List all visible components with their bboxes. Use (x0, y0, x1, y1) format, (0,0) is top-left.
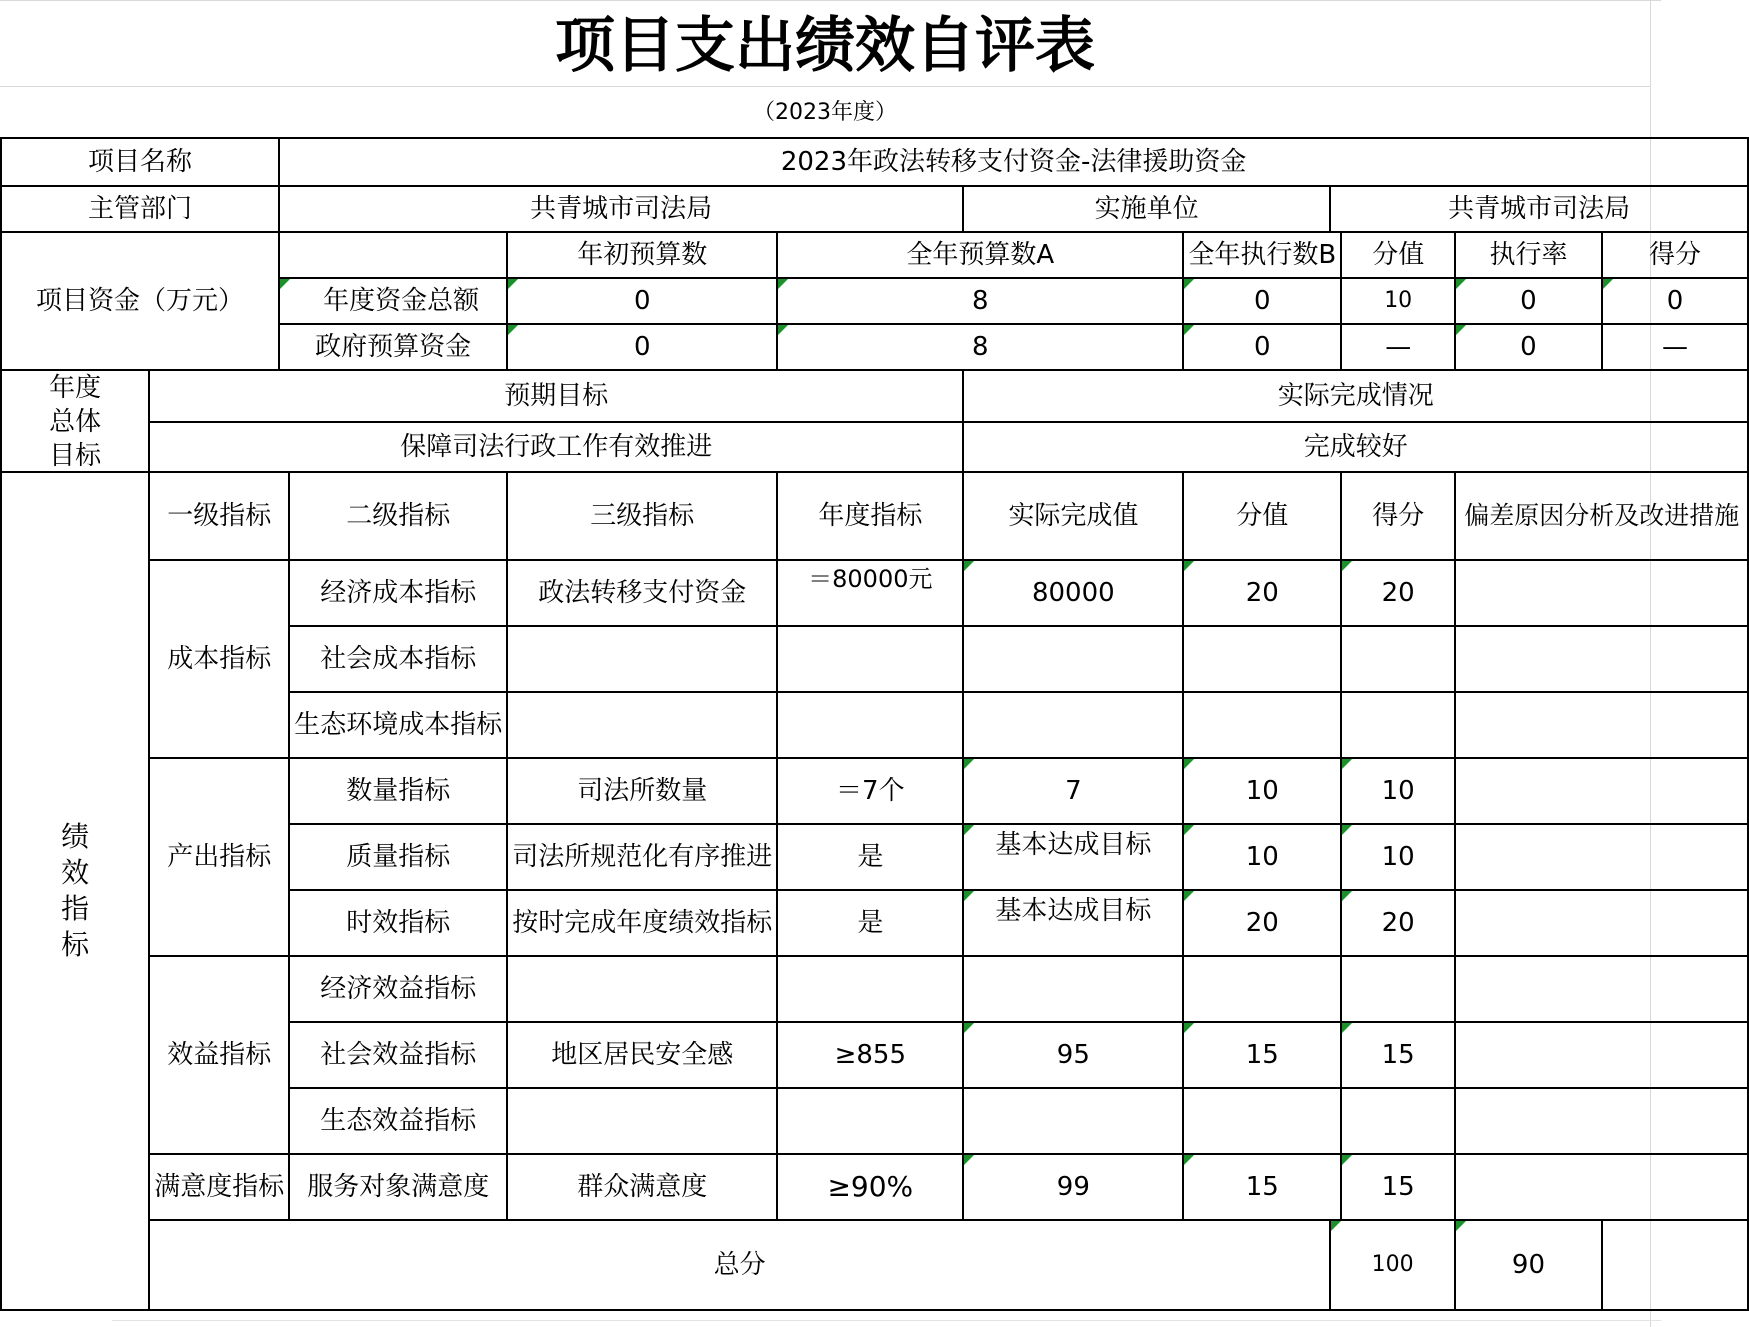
level3-cell[interactable] (507, 692, 777, 758)
target-cell[interactable]: 是 (777, 824, 963, 890)
indicator-row (1, 956, 1748, 1022)
actual-value-cell[interactable]: 99 (963, 1154, 1183, 1220)
funds-total-exec[interactable]: 0 (1183, 278, 1341, 324)
level2-cell: 时效指标 (289, 890, 507, 956)
level2-cell: 服务对象满意度 (289, 1154, 507, 1220)
expected-header: 预期目标 (149, 370, 963, 422)
funds-gov-label: 政府预算资金 (279, 324, 507, 370)
group-satisfaction: 满意度指标 (149, 1154, 289, 1220)
actual-value-cell[interactable]: 基本达成目标 (963, 890, 1183, 956)
actual-value-cell[interactable]: 基本达成目标 (963, 824, 1183, 890)
actual-goal[interactable]: 完成较好 (963, 422, 1748, 472)
score-cell[interactable] (1341, 626, 1455, 692)
funds-gov-annual[interactable]: 8 (777, 324, 1183, 370)
level2-cell: 生态环境成本指标 (289, 692, 507, 758)
level3-cell[interactable] (507, 626, 777, 692)
funds-header-row (1, 232, 1748, 278)
deviation-cell[interactable] (1455, 890, 1748, 956)
funds-total-label: 年度资金总额 (279, 278, 507, 324)
value-cell[interactable] (1183, 956, 1341, 1022)
deviation-cell[interactable] (1455, 824, 1748, 890)
deviation-cell[interactable] (1455, 1088, 1748, 1154)
perf-label: 绩效指标 (61, 820, 90, 961)
indicator-row (1, 758, 1748, 824)
score-cell[interactable] (1341, 956, 1455, 1022)
score-cell[interactable]: 20 (1341, 890, 1455, 956)
level3-cell[interactable]: 群众满意度 (507, 1154, 777, 1220)
group-benefit: 效益指标 (149, 956, 289, 1154)
page-title: 项目支出绩效自评表 (555, 11, 1095, 81)
gridline (112, 1320, 1661, 1321)
score-cell[interactable]: 20 (1341, 560, 1455, 626)
actual-value-cell[interactable]: 80000 (963, 560, 1183, 626)
funds-gov-initial[interactable]: 0 (507, 324, 777, 370)
level2-cell: 社会效益指标 (289, 1022, 507, 1088)
actual-value-cell[interactable]: 95 (963, 1022, 1183, 1088)
annual-budget-header: 全年预算数A (777, 232, 1183, 278)
exec-rate-header: 执行率 (1455, 232, 1602, 278)
dept-row (1, 186, 1748, 232)
goal-label: 年度总体目标 (49, 373, 102, 471)
gridline (0, 86, 1650, 87)
group-output: 产出指标 (149, 758, 289, 956)
project-name-label: 项目名称 (1, 138, 279, 186)
group-cost: 成本指标 (149, 560, 289, 758)
actual-value-header: 实际完成值 (963, 472, 1183, 560)
goal-label-cell (1, 370, 149, 472)
actual-value-cell[interactable]: 7 (963, 758, 1183, 824)
funds-gov-score[interactable]: — (1602, 324, 1749, 370)
annual-exec-header: 全年执行数B (1183, 232, 1341, 278)
target-cell[interactable]: ＝80000元 (777, 560, 963, 626)
initial-budget-header: 年初预算数 (507, 232, 777, 278)
goal-value-row (1, 422, 1748, 472)
level2-cell: 经济成本指标 (289, 560, 507, 626)
level3-cell[interactable]: 司法所数量 (507, 758, 777, 824)
project-name-row (1, 138, 1748, 186)
target-cell[interactable]: ≥90% (777, 1154, 963, 1220)
total-label: 总分 (149, 1220, 1330, 1310)
funds-blank[interactable] (279, 232, 507, 278)
value-header: 分值 (1183, 472, 1341, 560)
level3-cell[interactable]: 按时完成年度绩效指标 (507, 890, 777, 956)
target-cell[interactable] (777, 956, 963, 1022)
level3-cell[interactable]: 政法转移支付资金 (507, 560, 777, 626)
total-row (1, 1220, 1748, 1310)
indicator-row (1, 1154, 1748, 1220)
score-cell[interactable]: 15 (1341, 1154, 1455, 1220)
deviation-header: 偏差原因分析及改进措施 (1455, 472, 1748, 560)
score-cell[interactable] (1341, 1088, 1455, 1154)
funds-gov-rate[interactable]: 0 (1455, 324, 1602, 370)
funds-label: 项目资金（万元） (1, 232, 279, 370)
target-cell[interactable]: ≥855 (777, 1022, 963, 1088)
gridline (0, 0, 1661, 1)
target-header: 年度指标 (777, 472, 963, 560)
performance-table (0, 137, 1749, 1311)
level2-cell: 质量指标 (289, 824, 507, 890)
total-score[interactable]: 90 (1455, 1220, 1602, 1310)
level2-cell: 数量指标 (289, 758, 507, 824)
value-cell[interactable] (1183, 626, 1341, 692)
value-cell[interactable]: 10 (1183, 824, 1341, 890)
actual-value-cell[interactable] (963, 626, 1183, 692)
score-col-header: 得分 (1341, 472, 1455, 560)
level3-cell[interactable] (507, 956, 777, 1022)
score-value-header: 分值 (1341, 232, 1455, 278)
level2-cell: 社会成本指标 (289, 626, 507, 692)
score-cell[interactable]: 10 (1341, 758, 1455, 824)
score-cell[interactable]: 15 (1341, 1022, 1455, 1088)
value-cell[interactable] (1183, 1088, 1341, 1154)
level1-header: 一级指标 (149, 472, 289, 560)
value-cell[interactable]: 20 (1183, 560, 1341, 626)
funds-total-value[interactable]: 10 (1341, 278, 1455, 324)
perf-label-cell (1, 472, 149, 1310)
score-header: 得分 (1602, 232, 1749, 278)
project-name-value[interactable]: 2023年政法转移支付资金-法律援助资金 (279, 138, 1748, 186)
deviation-cell[interactable] (1455, 692, 1748, 758)
dept-label: 主管部门 (1, 186, 279, 232)
level2-cell: 生态效益指标 (289, 1088, 507, 1154)
value-cell[interactable]: 15 (1183, 1022, 1341, 1088)
target-cell[interactable] (777, 692, 963, 758)
funds-gov-value[interactable]: — (1341, 324, 1455, 370)
actual-value-cell[interactable] (963, 956, 1183, 1022)
score-cell[interactable] (1341, 692, 1455, 758)
value-cell[interactable] (1183, 692, 1341, 758)
target-cell[interactable] (777, 626, 963, 692)
funds-gov-exec[interactable]: 0 (1183, 324, 1341, 370)
target-cell[interactable]: 是 (777, 890, 963, 956)
target-cell[interactable] (777, 1088, 963, 1154)
actual-header: 实际完成情况 (963, 370, 1748, 422)
level3-cell[interactable]: 地区居民安全感 (507, 1022, 777, 1088)
deviation-cell[interactable] (1455, 758, 1748, 824)
actual-value-cell[interactable] (963, 692, 1183, 758)
level2-cell: 经济效益指标 (289, 956, 507, 1022)
deviation-cell[interactable] (1455, 1154, 1748, 1220)
indicator-row (1, 560, 1748, 626)
deviation-cell[interactable] (1455, 956, 1748, 1022)
target-cell[interactable]: ＝7个 (777, 758, 963, 824)
expected-goal[interactable]: 保障司法行政工作有效推进 (149, 422, 963, 472)
impl-unit-value[interactable]: 共青城市司法局 (1330, 186, 1748, 232)
deviation-cell[interactable] (1455, 1022, 1748, 1088)
indicator-header-row (1, 472, 1748, 560)
level2-header: 二级指标 (289, 472, 507, 560)
dept-value[interactable]: 共青城市司法局 (279, 186, 963, 232)
deviation-cell[interactable] (1455, 560, 1748, 626)
year-subtitle: （2023年度） (753, 100, 897, 125)
funds-total-rate[interactable]: 0 (1455, 278, 1602, 324)
total-value[interactable]: 100 (1330, 1220, 1455, 1310)
deviation-cell[interactable] (1455, 626, 1748, 692)
impl-unit-label: 实施单位 (963, 186, 1330, 232)
funds-total-annual[interactable]: 8 (777, 278, 1183, 324)
value-cell[interactable]: 10 (1183, 758, 1341, 824)
total-note[interactable] (1602, 1220, 1749, 1310)
goal-header-row (1, 370, 1748, 422)
funds-total-initial[interactable]: 0 (507, 278, 777, 324)
value-cell[interactable]: 20 (1183, 890, 1341, 956)
level3-cell[interactable] (507, 1088, 777, 1154)
actual-value-cell[interactable] (963, 1088, 1183, 1154)
value-cell[interactable]: 15 (1183, 1154, 1341, 1220)
level3-cell[interactable]: 司法所规范化有序推进 (507, 824, 777, 890)
score-cell[interactable]: 10 (1341, 824, 1455, 890)
level3-header: 三级指标 (507, 472, 777, 560)
funds-total-score[interactable]: 0 (1602, 278, 1749, 324)
